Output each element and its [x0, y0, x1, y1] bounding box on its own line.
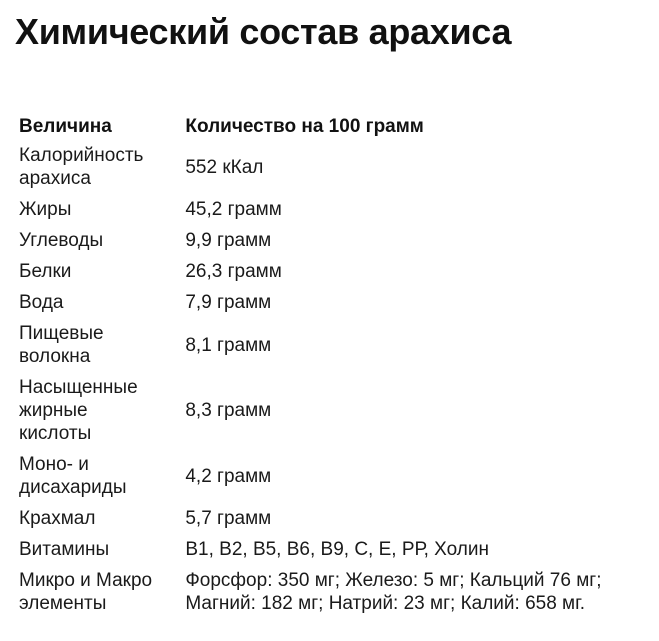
row-amount: 5,7 грамм — [185, 508, 272, 529]
row-name: Белки — [19, 261, 72, 282]
row-name-text: Калорийность арахиса — [19, 145, 144, 189]
row-amount: 8,3 грамм — [185, 400, 272, 421]
row-amount: 8,1 грамм — [185, 334, 272, 356]
table-row — [13, 322, 659, 376]
table-body — [13, 144, 659, 623]
row-name — [13, 376, 185, 453]
table-row — [13, 376, 659, 453]
row-name-text: Моно- и дисахариды — [19, 454, 127, 498]
row-name: Углеводы — [19, 230, 104, 251]
table-row — [13, 198, 659, 229]
row-name: Вода — [19, 292, 64, 313]
table-header — [13, 115, 659, 144]
row-name — [13, 322, 185, 376]
header-amount: Количество на 100 грамм — [185, 116, 424, 137]
row-amount-text: Форсфор: 350 мг; Железо: 5 мг; Кальций 76 мг; Магний: 182 мг; Натрий: 23 мг; Калий: 658 мг. — [185, 570, 602, 614]
row-name — [13, 144, 185, 198]
row-name-text: Пищевые волокна — [19, 323, 104, 367]
table-row — [13, 229, 659, 260]
row-amount: В1, В2, В5, В6, В9, С, Е, РР, Холин — [185, 539, 489, 560]
row-amount: 26,3 грамм — [185, 261, 282, 282]
row-amount: 9,9 грамм — [185, 230, 272, 251]
nutrition-table — [13, 115, 659, 623]
table-row — [13, 538, 659, 569]
row-amount — [185, 569, 659, 623]
row-name: Жиры — [19, 199, 72, 220]
header-name: Величина — [19, 116, 112, 137]
table-row — [13, 260, 659, 291]
header-row — [13, 115, 659, 144]
table-row — [13, 291, 659, 322]
page-title: Химический состав арахиса — [15, 11, 512, 52]
row-name-text: Микро и Макро элементы — [19, 570, 153, 614]
row-name-text: Насыщенные жирные кислоты — [19, 377, 138, 444]
table-row — [13, 144, 659, 198]
row-amount: 45,2 грамм — [185, 199, 282, 220]
table-row — [13, 453, 659, 507]
row-name — [13, 569, 185, 623]
row-amount: 4,2 грамм — [185, 465, 272, 487]
row-name: Витамины — [19, 539, 110, 560]
row-name — [13, 453, 185, 507]
row-name: Крахмал — [19, 508, 96, 529]
table-row — [13, 507, 659, 538]
table-row — [13, 569, 659, 623]
row-amount: 7,9 грамм — [185, 292, 272, 313]
row-amount: 552 кКал — [185, 156, 264, 178]
